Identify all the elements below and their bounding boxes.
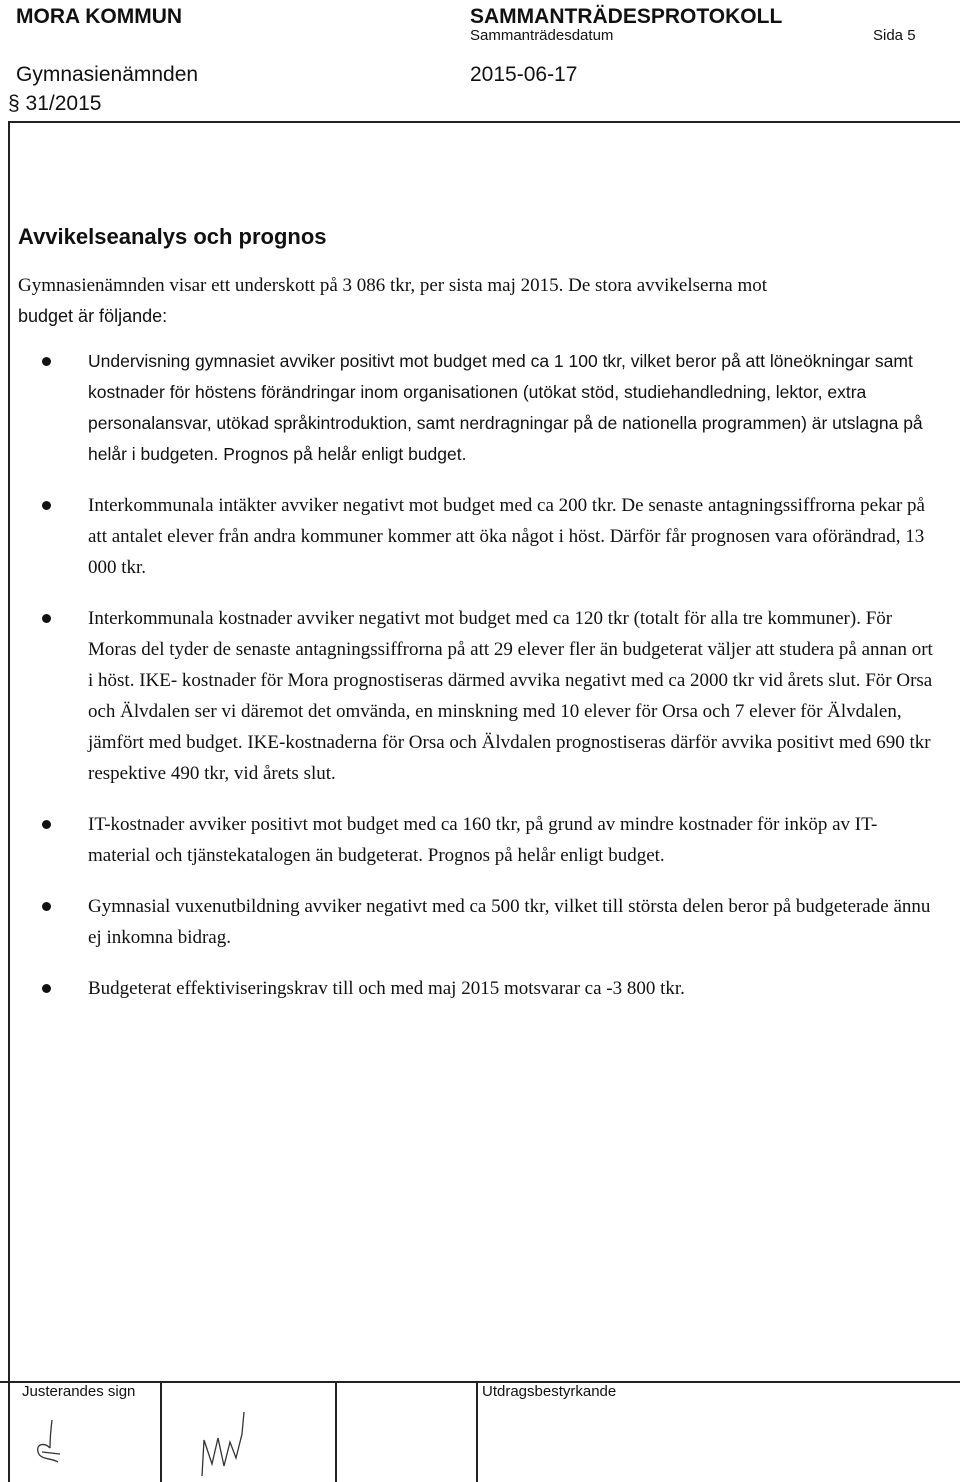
list-item <box>42 346 937 470</box>
committee-name: Gymnasienämnden <box>16 63 199 86</box>
signature-initials-1 <box>30 1418 70 1464</box>
document-type: SAMMANTRÄDESPROTOKOLL <box>470 5 783 28</box>
footer-cell-divider <box>476 1381 478 1482</box>
signature-initials-2 <box>196 1400 256 1480</box>
list-item-text: Interkommunala intäkter avviker negativt mot budget med ca 200 tkr. De senaste antagningssiffrorna pekar på att antalet elever från andra kommuner kommer att öka något i höst. Därför får prognosen vara oförändrad, 13 000 tkr. <box>88 495 925 578</box>
list-item-text: Budgeterat effektiviseringskrav till och med maj 2015 motsvarar ca -3 800 tkr. <box>88 978 685 999</box>
footer-cell-divider <box>160 1381 162 1482</box>
utdragsbestyrkande-label: Utdragsbestyrkande <box>482 1383 617 1400</box>
bullet-icon <box>42 820 51 829</box>
list-item <box>42 891 937 953</box>
bullet-icon <box>42 984 51 993</box>
bullet-icon <box>42 902 51 911</box>
list-item <box>42 973 937 1004</box>
bullet-icon <box>42 614 51 623</box>
footer-cell-divider <box>335 1381 337 1482</box>
left-margin-line <box>8 121 10 1482</box>
list-item <box>42 490 937 583</box>
bullet-icon <box>42 501 51 510</box>
section-title: Avvikelseanalys och prognos <box>18 224 327 249</box>
list-item-text: Undervisning gymnasiet avviker positivt mot budget med ca 1 100 tkr, vilket beror på att löneökningar samt kostnader för höstens förändringar inom organisationen (utökat stöd, studiehandledning, lektor, extra personalansvar, utökad språkintroduktion, samt nerdragningar på de nationella programmen) är utslagna på helår i budgeten. Prognos på helår enligt budget. <box>88 351 923 464</box>
intro-paragraph <box>18 270 918 332</box>
deviation-list <box>42 346 937 1004</box>
paragraph-number: § 31/2015 <box>8 92 102 115</box>
bullet-icon <box>42 357 51 366</box>
list-item <box>42 603 937 789</box>
intro-text-part2: budget är följande: <box>18 306 168 326</box>
list-item-text: IT-kostnader avviker positivt mot budget med ca 160 tkr, på grund av mindre kostnader för inköp av IT-material och tjänstekatalogen än budgeterat. Prognos på helår enligt budget. <box>88 814 878 866</box>
footer-divider <box>0 1381 960 1383</box>
list-item-text: Interkommunala kostnader avviker negativt mot budget med ca 120 tkr (totalt för alla tre kommuner). För Moras del tyder de senaste antagningssiffrorna på att 29 elever fler än budgeterat väljer att studera på annan ort i höst. IKE- kostnader för Mora prognostiseras därmed avvika negativt med ca 2000 tkr vid årets slut. För Orsa och Älvdalen ser vi däremot det omvända, en minskning med 10 elever för Orsa och 7 elever för Älvdalen, jämfört med budget. IKE-kostnaderna för Orsa och Älvdalen prognostiseras därför avvika positivt med 690 tkr respektive 490 tkr, vid årets slut. <box>88 608 933 784</box>
meeting-date-label: Sammanträdesdatum <box>470 27 614 44</box>
justerandes-sign-label: Justerandes sign <box>22 1383 136 1400</box>
meeting-date: 2015-06-17 <box>470 63 578 86</box>
page-number: Sida 5 <box>873 27 916 44</box>
list-item <box>42 809 937 871</box>
list-item-text: Gymnasial vuxenutbildning avviker negativt med ca 500 tkr, vilket till största delen beror på budgeterade ännu ej inkomna bidrag. <box>88 896 931 948</box>
organization-name: MORA KOMMUN <box>16 5 183 28</box>
header-divider <box>8 121 960 123</box>
intro-text-part1: Gymnasienämnden visar ett underskott på 3 086 tkr, per sista maj 2015. De stora avvikelserna mot <box>18 275 768 296</box>
